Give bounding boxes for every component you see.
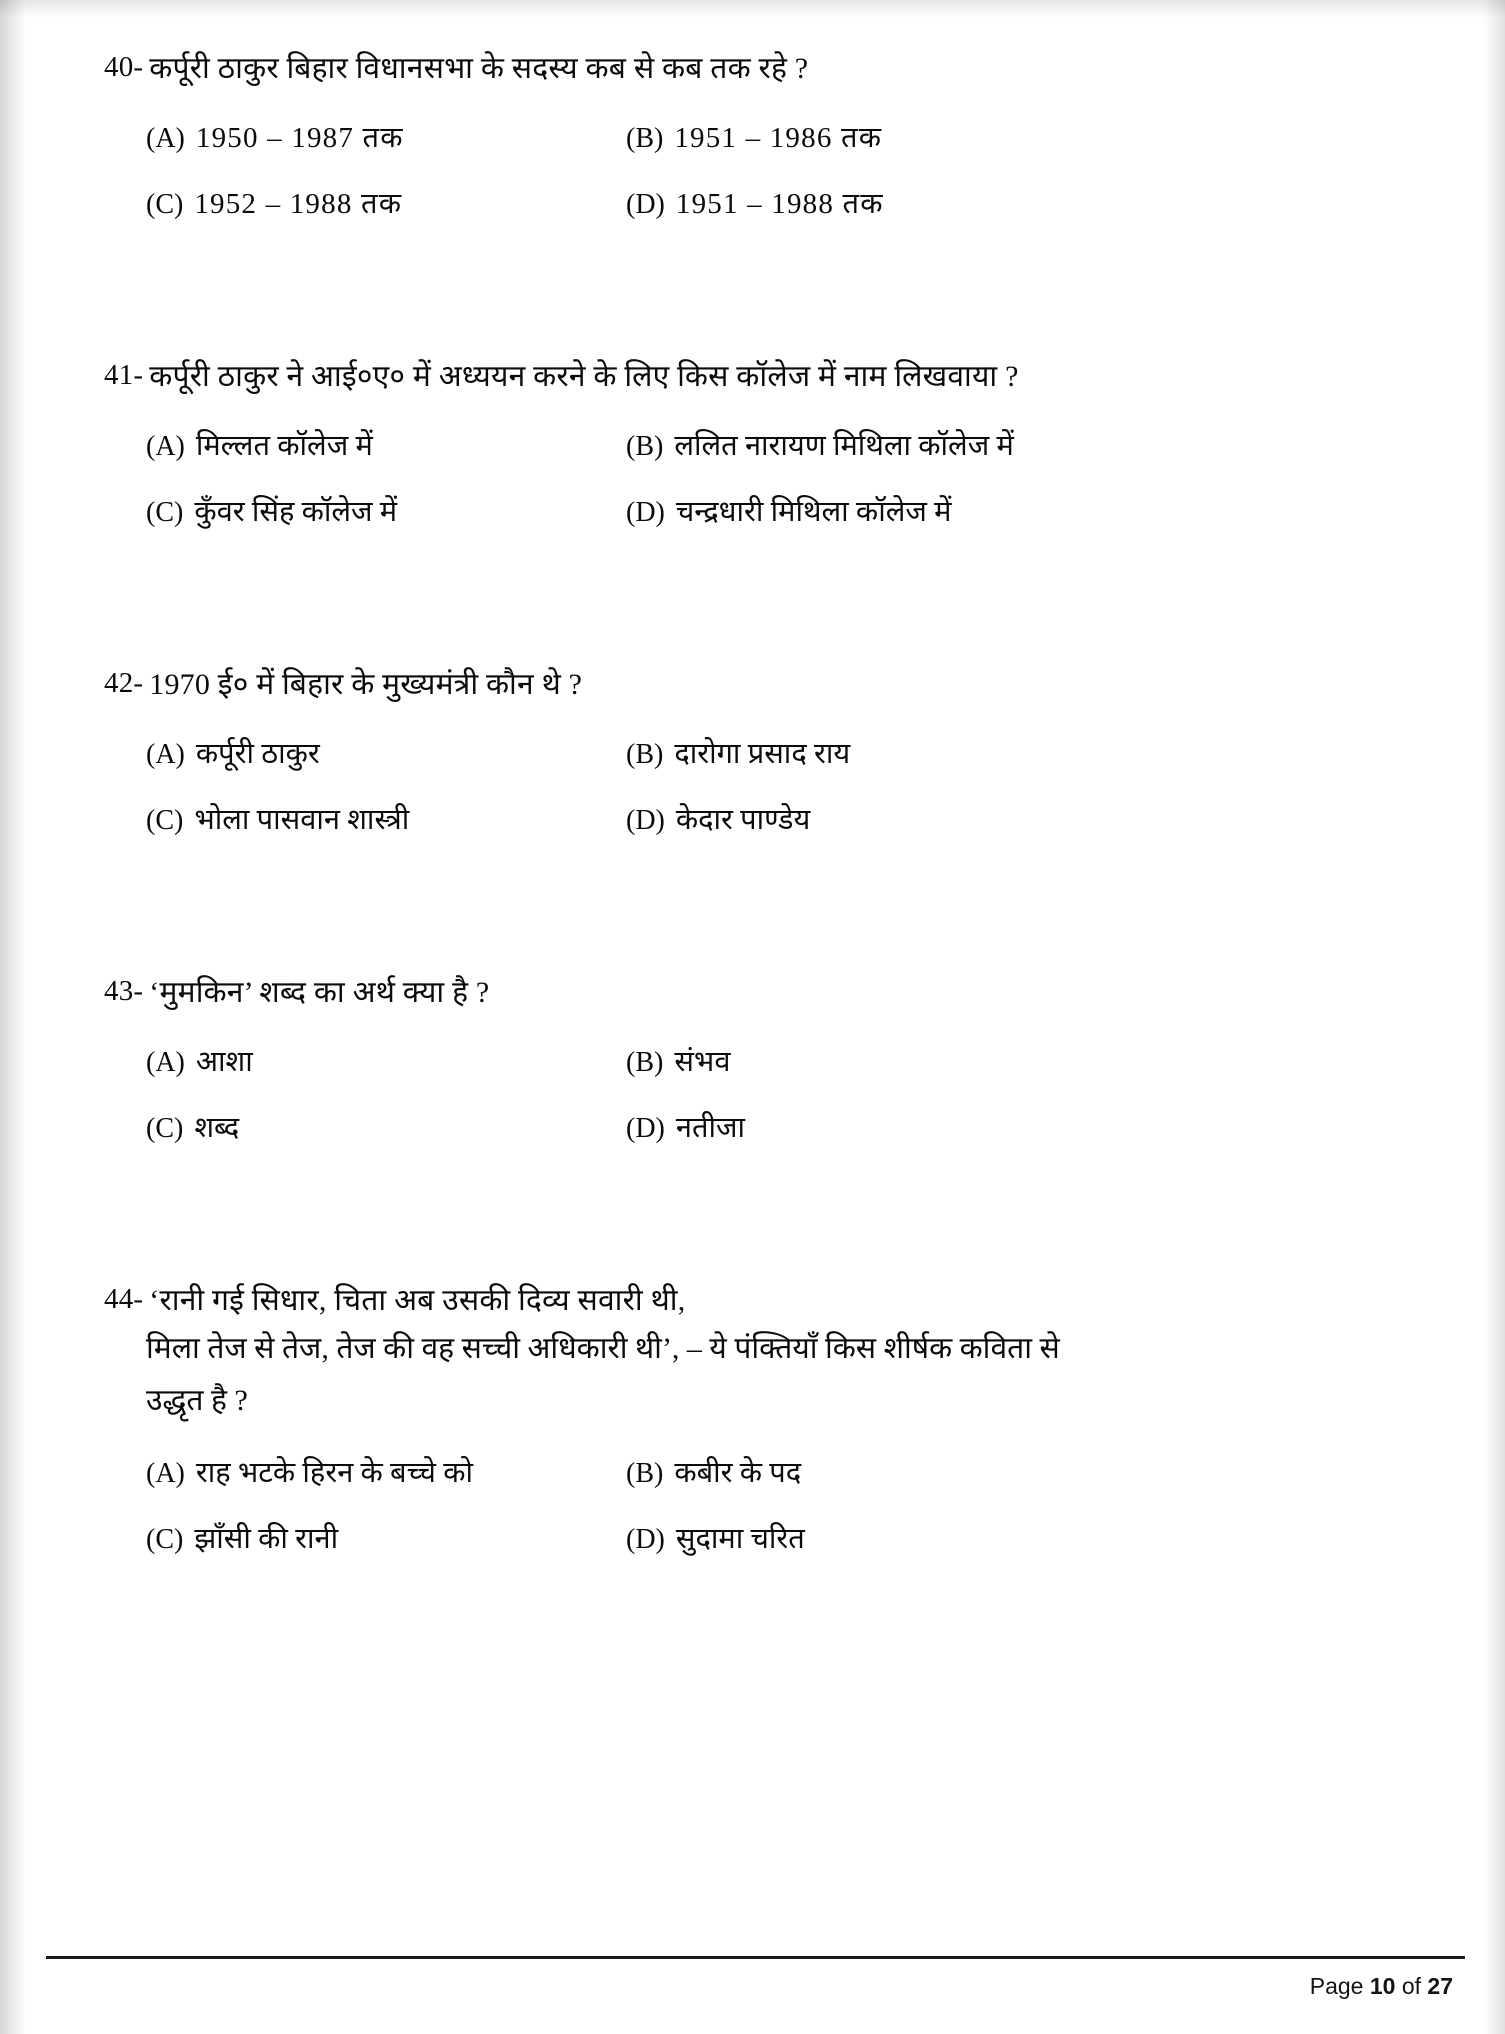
question-40-stem [104,46,1404,91]
option-label: (C) [146,1112,184,1144]
option-row [146,1518,1404,1562]
option-row [146,491,1404,535]
option-label: (C) [146,1523,184,1555]
option-label: (A) [146,123,185,154]
option-label: (D) [626,188,665,220]
questions-container [104,46,1404,1615]
question-40-options [104,117,1404,226]
option-label: (A) [146,1047,185,1078]
question-42-option-b[interactable] [626,733,850,777]
scan-shadow-right [1483,0,1505,2034]
option-label: (B) [626,1047,664,1078]
scan-shadow-top [0,0,1505,18]
option-text: भोला पासवान शास्त्री [194,803,410,836]
question-40-text: कर्पूरी ठाकुर बिहार विधानसभा के सदस्य कब से कब तक रहे ? [149,52,809,85]
option-text: मिल्लत कॉलेज में [195,430,373,462]
question-43-option-b[interactable] [626,1041,730,1085]
question-43-number: 43- [104,975,144,1007]
option-text: 1951 – 1986 तक [674,122,883,154]
footer-divider [46,1956,1465,1959]
option-label: (A) [146,739,185,770]
question-42-number: 42- [104,667,144,699]
question-44-text-line-3: उद्धृत है ? [146,1383,248,1417]
option-label: (D) [626,1112,665,1144]
option-text: सुदामा चरित [675,1522,805,1555]
option-row [146,425,1404,469]
option-text: 1950 – 1987 तक [195,122,404,154]
question-40-number: 40- [104,51,144,83]
option-row [146,799,1404,843]
section-gap [104,588,1404,662]
question-43-option-d[interactable] [626,1107,745,1151]
option-label: (A) [146,431,185,462]
option-text: झाँसी की रानी [194,1522,339,1555]
option-row [146,183,1404,227]
option-row [146,1452,1404,1496]
question-41-number: 41- [104,359,144,391]
option-text: आशा [195,1046,253,1078]
option-text: कबीर के पद [674,1457,802,1490]
question-41-option-c[interactable] [146,491,626,535]
section-gap [104,896,1404,970]
question-40-option-d[interactable] [626,183,884,227]
question-44-text-line-2: मिला तेज से तेज, तेज की वह सच्ची अधिकारी थी’, – ये पंक्तियाँ किस शीर्षक कविता से [146,1332,1060,1365]
question-43 [104,970,1404,1150]
option-label: (C) [146,496,184,528]
option-text: चन्द्रधारी मिथिला कॉलेज में [675,495,952,528]
question-44-options [104,1452,1404,1561]
question-42-option-d[interactable] [626,799,810,843]
question-44-option-a[interactable] [146,1452,626,1496]
question-41-options [104,425,1404,534]
page-footer [46,1956,1465,2000]
option-text: दारोगा प्रसाद राय [674,738,851,770]
scan-shadow-left [0,0,26,2034]
question-42-stem [104,662,1404,707]
option-row [146,117,1404,161]
question-40-option-b[interactable] [626,117,882,161]
question-41-option-d[interactable] [626,491,952,535]
option-label: (C) [146,804,184,836]
question-42-option-a[interactable] [146,733,626,777]
option-label: (B) [626,123,664,154]
question-42-options [104,733,1404,842]
question-40-option-c[interactable] [146,183,626,227]
question-41-option-a[interactable] [146,425,626,469]
question-44-option-c[interactable] [146,1518,626,1562]
option-label: (A) [146,1458,185,1490]
option-text: केदार पाण्डेय [675,803,811,836]
option-row [146,1041,1404,1085]
section-gap [104,1204,1404,1278]
option-row [146,1107,1404,1151]
question-40 [104,46,1404,226]
option-row [146,733,1404,777]
question-44-option-d[interactable] [626,1518,805,1562]
question-42 [104,662,1404,842]
question-44-stem [104,1278,1404,1323]
question-44-number: 44- [104,1283,144,1315]
question-41-stem [104,354,1404,399]
question-43-stem [104,970,1404,1015]
question-43-option-c[interactable] [146,1107,626,1151]
option-text: शब्द [194,1111,240,1144]
option-label: (D) [626,804,665,836]
question-41-text: कर्पूरी ठाकुर ने आई०ए० में अध्ययन करने के लिए किस कॉलेज में नाम लिखवाया ? [149,360,1019,393]
page-number [46,1973,1465,2000]
question-44 [104,1278,1404,1561]
question-43-options [104,1041,1404,1150]
option-text: राह भटके हिरन के बच्चे को [195,1457,473,1490]
option-text: 1952 – 1988 तक [194,187,403,220]
option-text: कुँवर सिंह कॉलेज में [194,495,398,528]
option-label: (D) [626,496,665,528]
page-number-separator: of [1395,1973,1428,1999]
option-text: कर्पूरी ठाकुर [195,738,320,770]
option-text: संभव [674,1046,731,1078]
option-text: 1951 – 1988 तक [675,187,884,220]
question-41 [104,354,1404,534]
question-40-option-a[interactable] [146,117,626,161]
question-43-text: ‘मुमकिन’ शब्द का अर्थ क्या है ? [149,976,490,1009]
option-text: नतीजा [675,1111,746,1144]
question-43-option-a[interactable] [146,1041,626,1085]
option-label: (B) [626,1458,664,1490]
question-44-option-b[interactable] [626,1452,801,1496]
question-41-option-b[interactable] [626,425,1014,469]
page-number-current: 10 [1369,1973,1396,1999]
option-label: (D) [626,1523,665,1555]
option-label: (B) [626,431,664,462]
page-number-prefix: Page [1309,1973,1370,1999]
question-42-text: 1970 ई० में बिहार के मुख्यमंत्री कौन थे ? [149,668,583,701]
page-number-total: 27 [1427,1973,1453,1999]
question-42-option-c[interactable] [146,799,626,843]
option-text: ललित नारायण मिथिला कॉलेज में [674,430,1014,462]
question-44-text-line-1: ‘रानी गई सिधार, चिता अब उसकी दिव्य सवारी थी, [149,1284,686,1317]
option-label: (C) [146,188,184,220]
option-label: (B) [626,739,664,770]
section-gap [104,280,1404,354]
